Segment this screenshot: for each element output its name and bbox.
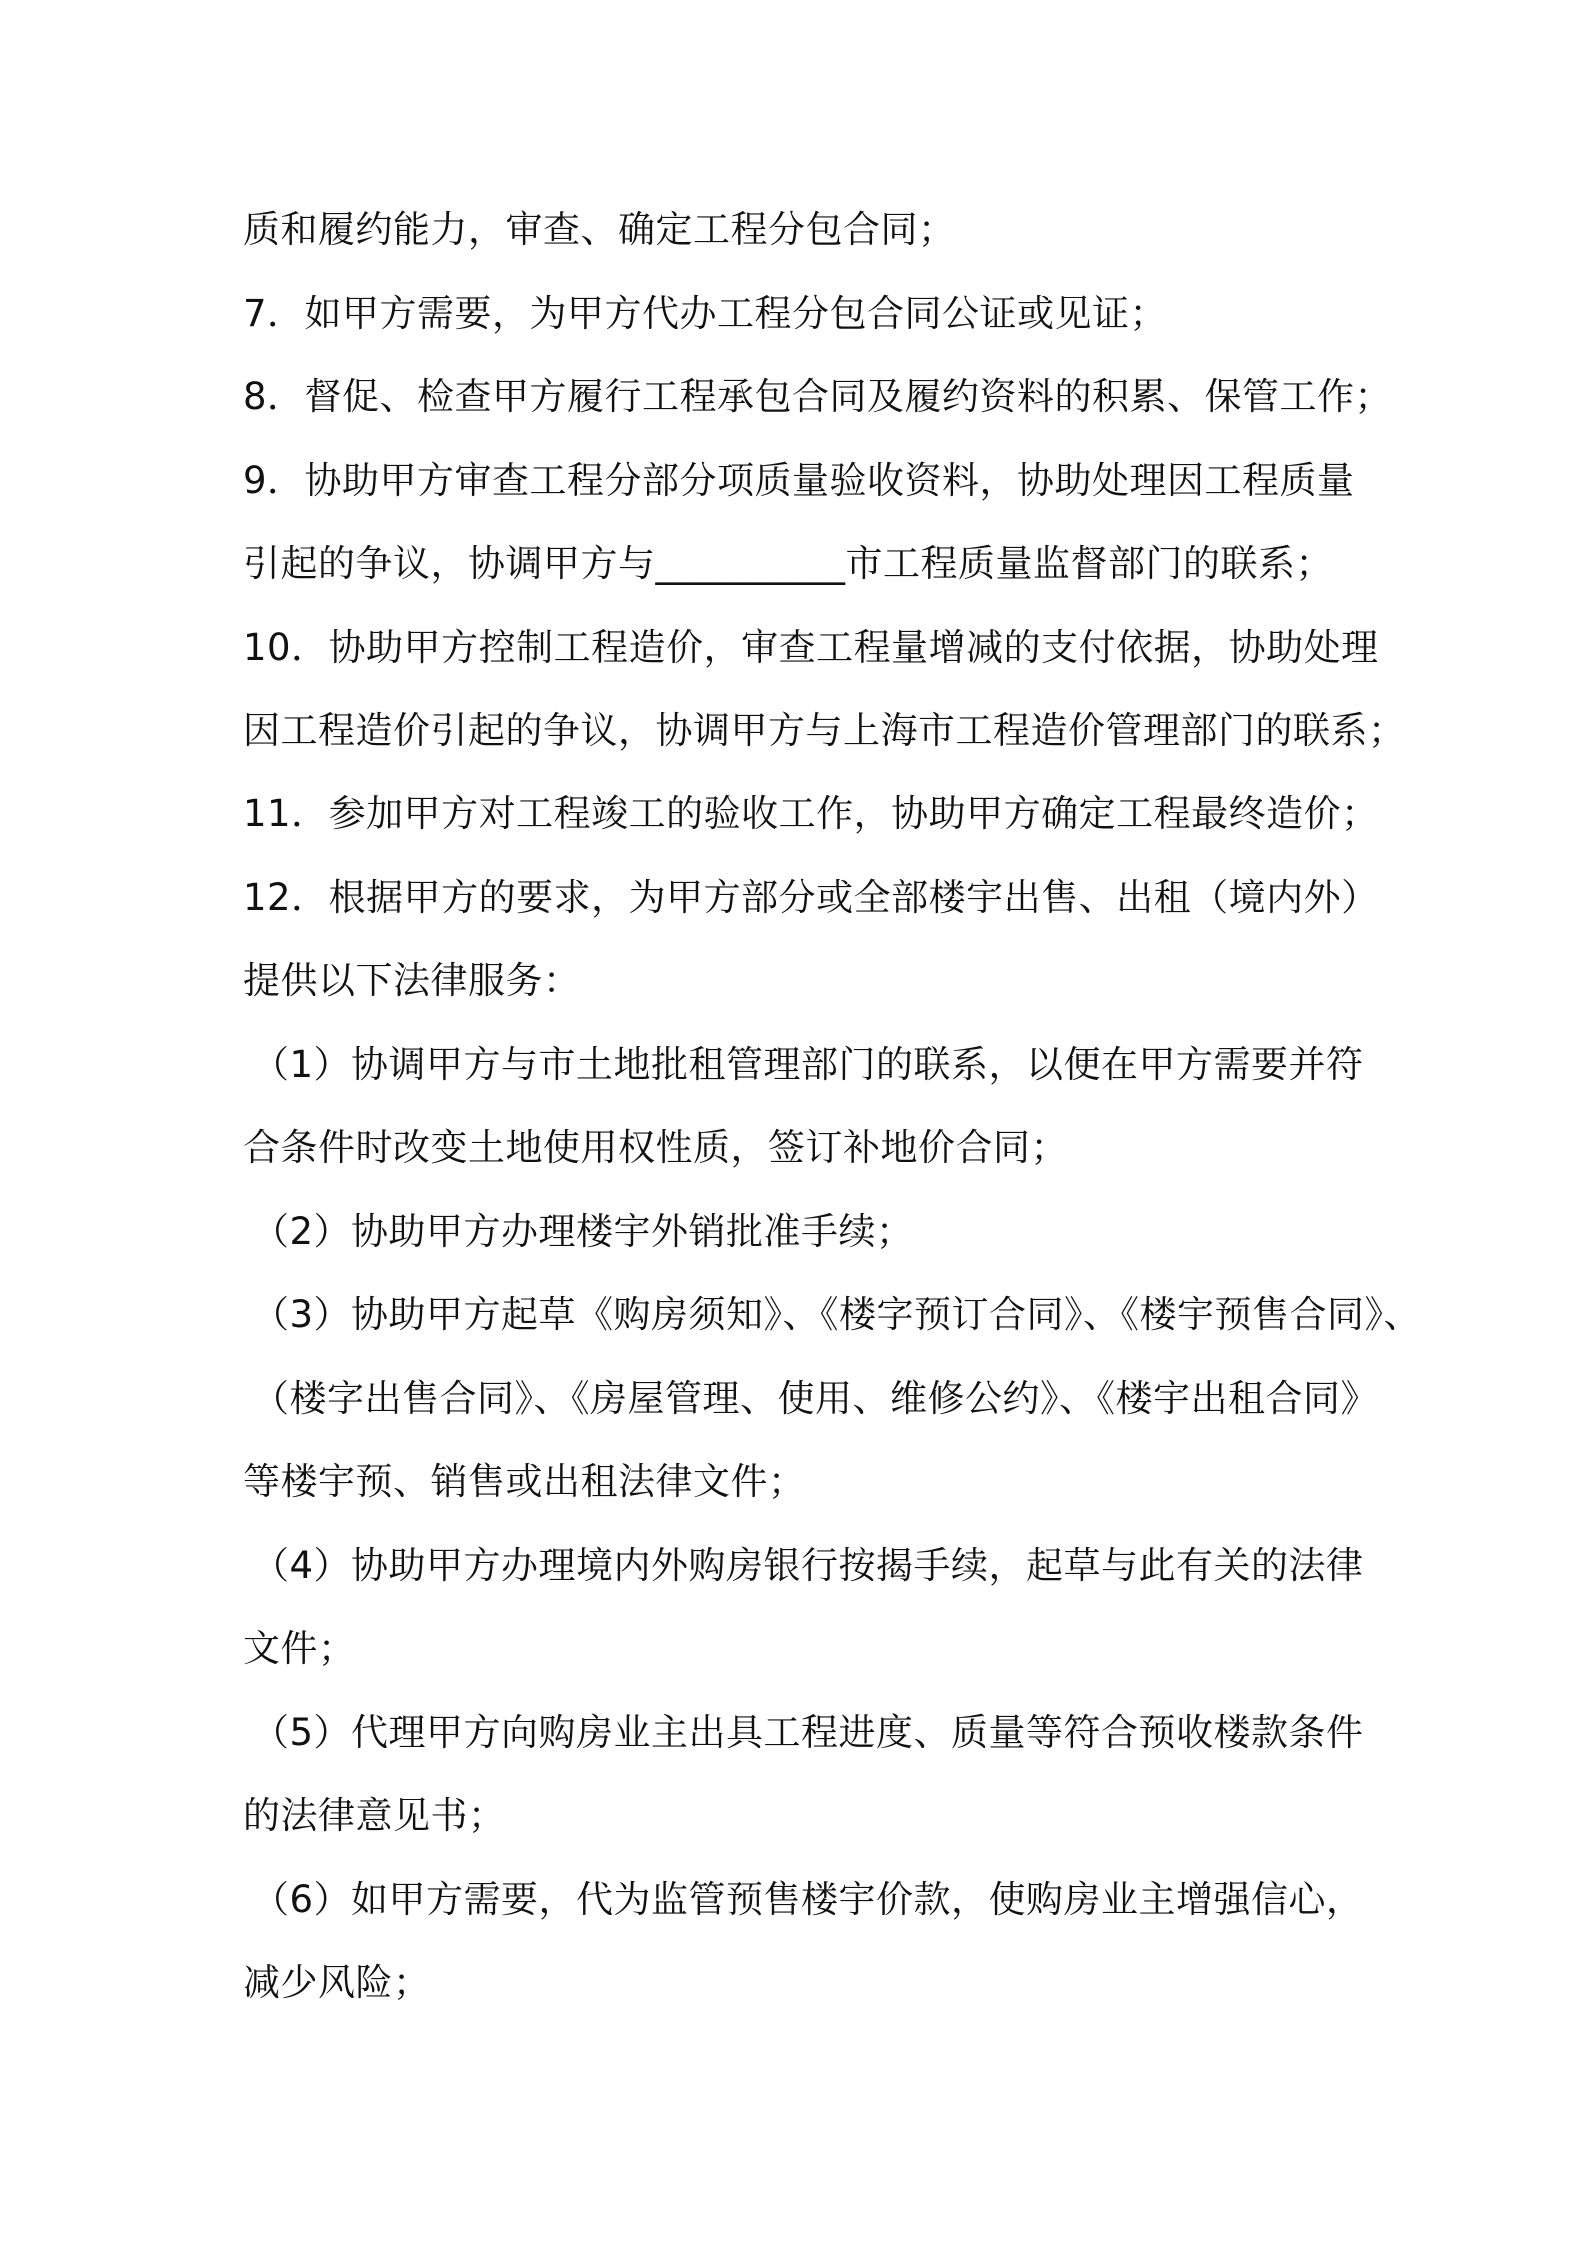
text-line: 引起的争议，协调甲方与__________市工程质量监督部门的联系； <box>243 542 1333 585</box>
text-line: 10．协助甲方控制工程造价，审查工程量增减的支付依据，协助处理 <box>243 626 1379 669</box>
text-line: 合条件时改变土地使用权性质，签订补地价合同； <box>243 1126 1068 1169</box>
text-line: 11．参加甲方对工程竣工的验收工作，协助甲方确定工程最终造价； <box>243 792 1379 835</box>
text-line: （楼字出售合同》、《房屋管理、使用、维修公约》、《楼宇出租合同》 <box>252 1377 1378 1420</box>
text-line: （3）协助甲方起草《购房须知》、《楼字预订合同》、《楼宇预售合同》、 <box>252 1293 1422 1336</box>
text-line: 提供以下法律服务： <box>243 959 581 1002</box>
text-line: （2）协助甲方办理楼宇外销批准手续； <box>252 1210 914 1253</box>
text-line: 因工程造价引起的争议，协调甲方与上海市工程造价管理部门的联系； <box>243 709 1406 752</box>
text-line: 文件； <box>243 1627 356 1670</box>
text-line: 9．协助甲方审查工程分部分项质量验收资料，协助处理因工程质量 <box>243 459 1355 502</box>
text-line: 的法律意见书； <box>243 1794 506 1837</box>
text-line: 8．督促、检查甲方履行工程承包合同及履约资料的积累、保管工作； <box>243 375 1393 418</box>
text-line: 等楼宇预、销售或出租法律文件； <box>243 1460 806 1503</box>
text-line: （5）代理甲方向购房业主出具工程进度、质量等符合预收楼款条件 <box>252 1711 1364 1754</box>
text-line: 减少风险； <box>243 1961 431 2004</box>
text-line: （1）协调甲方与市土地批租管理部门的联系，以便在甲方需要并符 <box>252 1043 1364 1086</box>
text-line: （4）协助甲方办理境内外购房银行按揭手续，起草与此有关的法律 <box>252 1544 1364 1587</box>
text-line: 质和履约能力，审查、确定工程分包合同； <box>243 208 956 251</box>
text-line: 7．如甲方需要，为甲方代办工程分包合同公证或见证； <box>243 292 1168 335</box>
text-line: 12．根据甲方的要求，为甲方部分或全部楼宇出售、出租（境内外） <box>243 876 1379 919</box>
text-line: （6）如甲方需要，代为监管预售楼宇价款，使购房业主增强信心， <box>252 1878 1364 1921</box>
